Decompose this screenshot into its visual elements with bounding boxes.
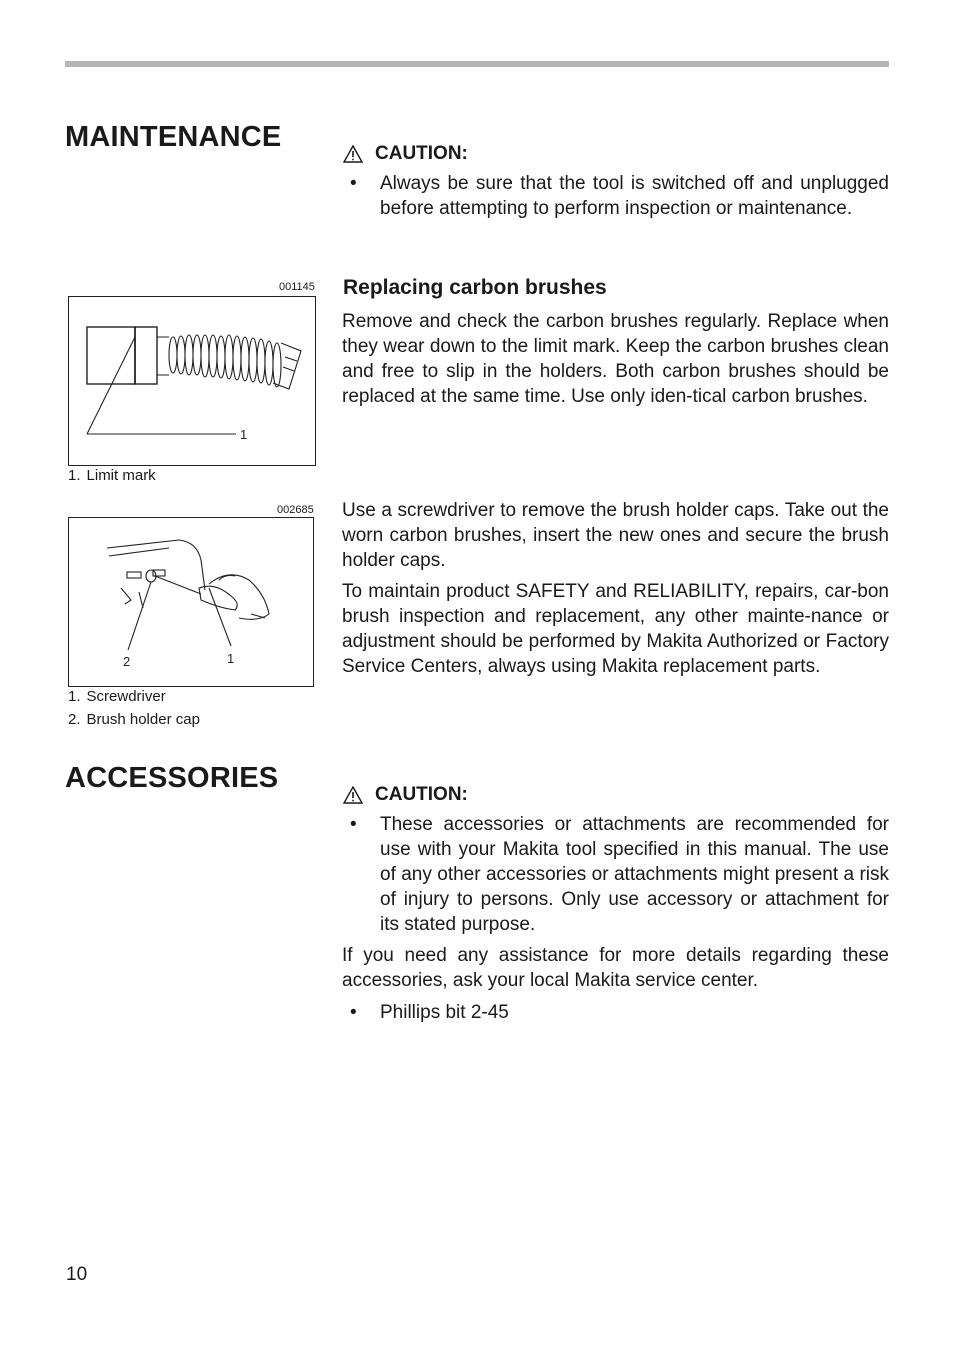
- carbon-brush-illustration: [69, 297, 314, 464]
- caption-number: 1.: [68, 688, 81, 705]
- paragraph: To maintain product SAFETY and RELIABILITY, repairs, car-bon brush inspection and replacement, any other mainte-nance or adjustment should be performed by Makita Authorized or Factory Service Centers, always using Makita replacement parts.: [342, 581, 889, 677]
- paragraph: Use a screwdriver to remove the brush holder caps. Take out the worn carbon brushes, insert the new ones and secure the brush holder caps.: [342, 500, 889, 571]
- header-rule: [65, 61, 889, 67]
- accessories-caution: [343, 784, 468, 806]
- figure-callout: 1: [240, 427, 248, 442]
- paragraph: Remove and check the carbon brushes regularly. Replace when they wear down to the limit mark. Keep the carbon brushes clean and free to slip in the holders. Both carbon brushes should be replaced at the same time. Use only iden-tical carbon brushes.: [342, 311, 889, 407]
- accessory-item-text: Phillips bit 2-45: [380, 1002, 509, 1023]
- accessory-item: [342, 1000, 889, 1025]
- caution-label: CAUTION:: [375, 784, 468, 805]
- carbon-brush-figure: [68, 296, 316, 466]
- figure-callout: 1: [227, 651, 235, 666]
- warning-triangle-icon: [343, 786, 363, 804]
- figure-callout: 2: [123, 654, 131, 669]
- screwdriver-figure: [68, 517, 314, 687]
- maintenance-heading: MAINTENANCE: [65, 121, 282, 153]
- bullet-icon: •: [350, 814, 357, 835]
- maintenance-caution: [343, 143, 468, 165]
- figure-code: 002685: [277, 504, 314, 516]
- replacing-carbon-brushes-heading: Replacing carbon brushes: [343, 276, 607, 299]
- caption-number: 2.: [68, 711, 81, 728]
- bullet-icon: •: [350, 173, 357, 194]
- paragraph: If you need any assistance for more details regarding these accessories, ask your local Makita service center.: [342, 945, 889, 991]
- warning-triangle-icon: [343, 145, 363, 163]
- caution-bullet: [342, 812, 889, 937]
- caution-label: CAUTION:: [375, 143, 468, 164]
- figure-caption: [68, 688, 166, 705]
- caption-text: Brush holder cap: [86, 711, 200, 728]
- caption-number: 1.: [68, 467, 81, 484]
- accessories-heading: ACCESSORIES: [65, 762, 279, 794]
- page-number: 10: [66, 1264, 88, 1285]
- caution-bullet: [342, 171, 889, 221]
- caption-text: Screwdriver: [86, 688, 166, 705]
- figure-caption: [68, 467, 156, 484]
- screwdriver-illustration: [69, 518, 312, 685]
- caution-text: Always be sure that the tool is switched off and unplugged before attempting to perform inspection or maintenance.: [380, 173, 889, 219]
- caption-text: Limit mark: [86, 467, 156, 484]
- bullet-icon: •: [350, 1002, 357, 1023]
- figure-caption: [68, 711, 200, 728]
- caution-text: These accessories or attachments are recommended for use with your Makita tool specified in this manual. The use of any other accessories or attachments might present a risk of injury to persons. Only use accessory or attachment for its stated purpose.: [380, 814, 889, 935]
- figure-code: 001145: [279, 281, 315, 293]
